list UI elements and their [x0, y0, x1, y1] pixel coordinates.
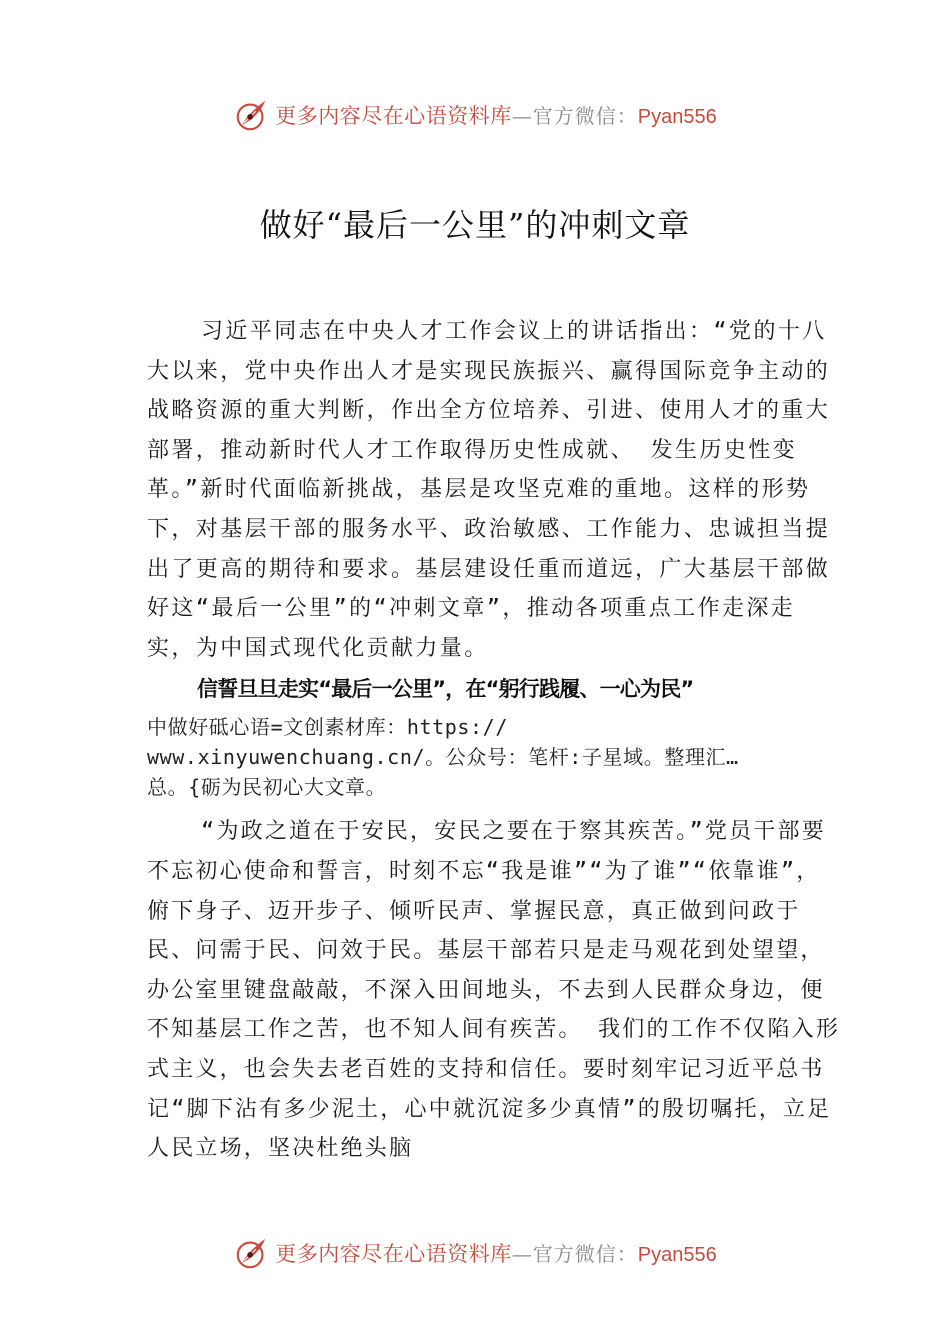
document-body — [147, 312, 842, 1169]
banner-title: 更多内容尽在心语资料库 — [275, 1242, 512, 1266]
paragraph-intro: 习近平同志在中央人才工作会议上的讲话指出：“党的十八大以来，党中央作出人才是实现民族振兴、赢得国际竞争主动的战略资源的重大判断，作出全方位培养、引进、使用人才的重大部署，推动新时代人才工作取得历史性成就、 发生历史性变革。”新时代面临新挑战，基层是攻坚克难的重地。这样的形势下，对基层干部的服务水平、政治敏感、工作能力、忠诚担当提出了更高的期待和要求。基层建设任重而道远，广大基层干部做好这“最后一公里”的“冲刺文章”，推动各项重点工作走深走实，为中国式现代化贡献力量。 — [147, 319, 831, 661]
document-title: 做好“最后一公里”的冲刺文章 — [259, 206, 691, 244]
watermark-line: 中做好砥心语=文创素材库：https:// — [147, 715, 508, 740]
banner-wechat-label: 官方微信： — [532, 1242, 638, 1266]
footer-banner — [0, 1231, 950, 1275]
banner-dash: — — [511, 104, 533, 128]
watermark-text-block — [147, 712, 837, 802]
banner-title: 更多内容尽在心语资料库 — [275, 104, 512, 128]
section-subheading: 信誓旦旦走实“最后一公里”，在“躬行践履、一心为民” — [197, 677, 694, 702]
quill-pen-logo-icon — [233, 1234, 271, 1272]
watermark-line: www.xinyuwenchuang.cn/。公众号：笔杆:子星域。整理汇… — [147, 745, 739, 770]
banner-wechat-id: Pyan556 — [637, 106, 717, 128]
paragraph-governance: “为政之道在于安民，安民之要在于察其疾苦。”党员干部要不忘初心使命和誓言，时刻不忘“我是谁”“为了谁”“依靠谁”，俯下身子、迈开步子、倾听民声、掌握民意，真正做到问政于民、问需于民、问效于民。基层干部若只是走马观花到处望望，办公室里键盘敲敲，不深入田间地头，不去到人民群众身边，便不知基层工作之苦，也不知人间有疾苦。 我们的工作不仅陷入形式主义，也会失去老百姓的支持和信任。要时刻牢记习近平总书记“脚下沾有多少泥土，心中就沉淀多少真情”的殷切嘱托，立足人民立场，坚决杜绝头脑 — [147, 819, 841, 1162]
quill-pen-logo-icon — [233, 96, 271, 134]
watermark-line: 总。{砺为民初心大文章。 — [147, 775, 387, 800]
header-banner — [0, 93, 950, 137]
banner-wechat-label: 官方微信： — [532, 104, 638, 128]
banner-dash: — — [511, 1242, 533, 1266]
banner-wechat-id: Pyan556 — [637, 1244, 717, 1266]
